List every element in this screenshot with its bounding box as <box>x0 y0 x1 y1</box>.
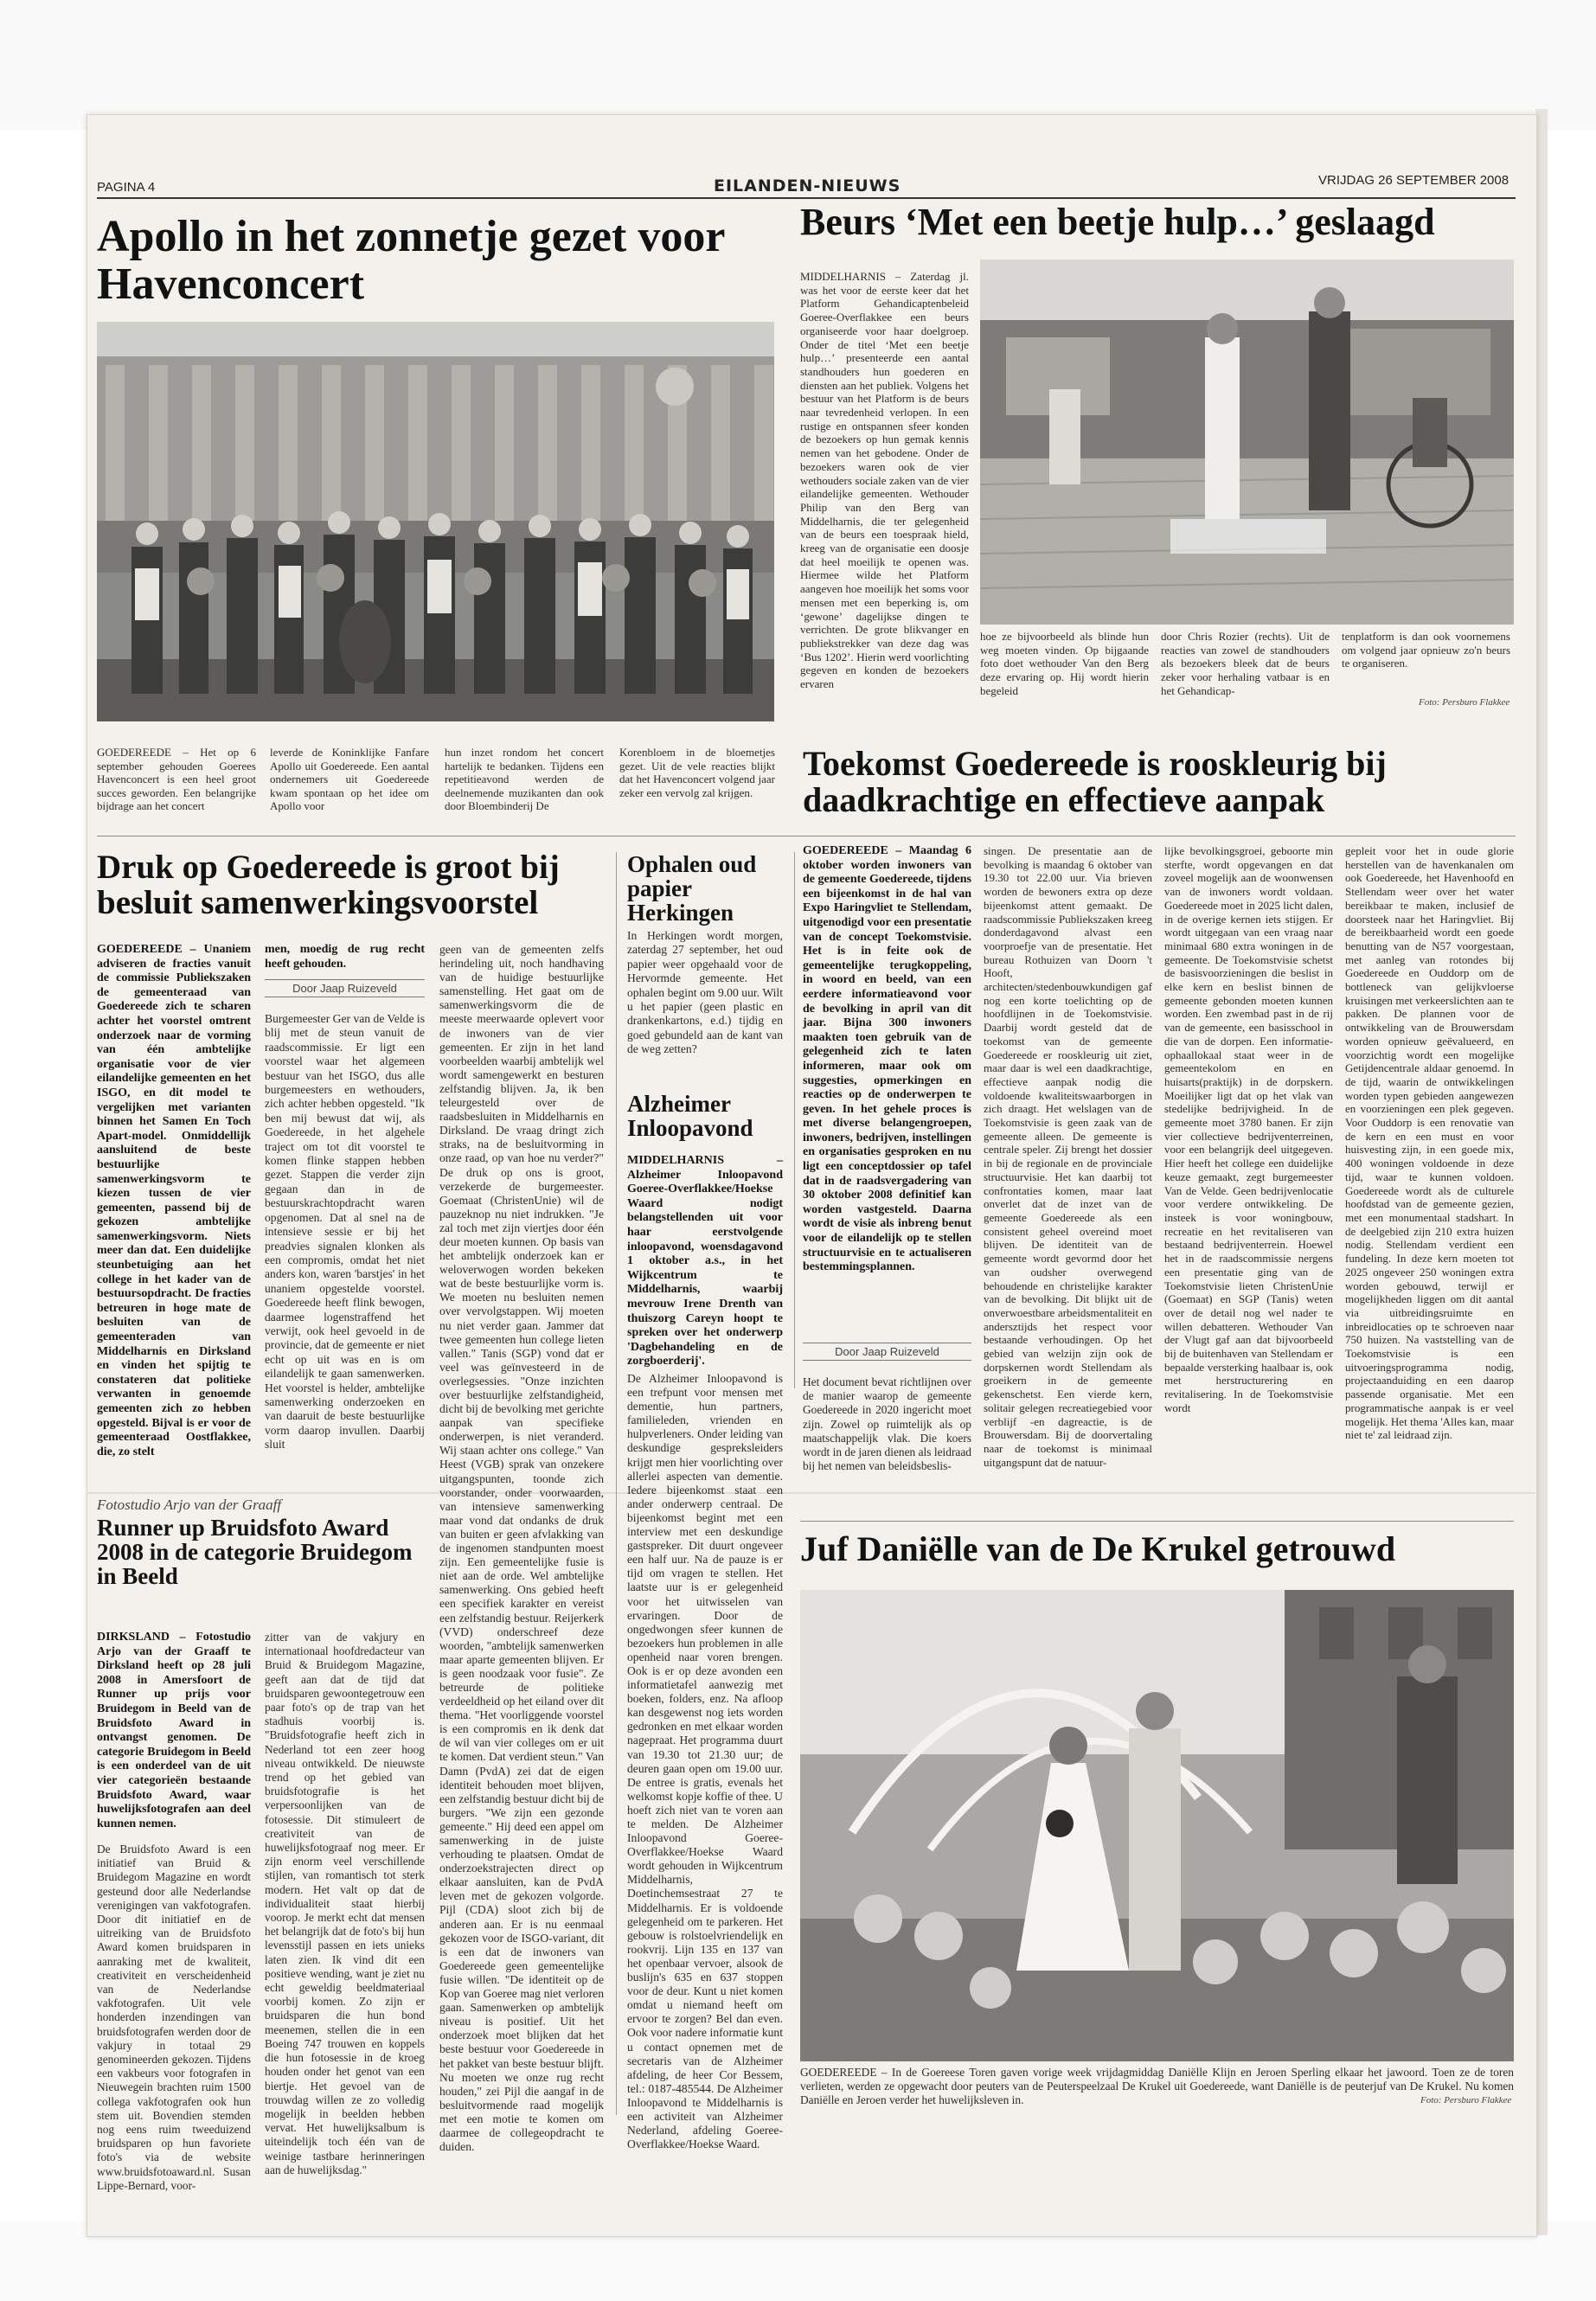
beurs-photo-credit: Foto: Persburo Flakkee <box>1419 697 1510 708</box>
juf-caption: GOEDEREEDE – In de Goereese Toren gaven vorige week vrijdagmiddag Daniëlle Klijn en Jeroen Sperling elkaar het jawoord. Toen ze de toren verlieten, werden ze opgewacht door peuters van de Peuterspeelzaal De Krukel uit Goedereede, want Daniëlle is de peuterjuf van De Krukel. Nu komen Daniëlle en Jeroen verder het huwelijksleven in. <box>800 2066 1514 2106</box>
toekomst-lead: GOEDEREEDE – Maandag 6 oktober worden inwoners van de gemeente Goedereede, tijdens een bijeenkomst in de hal van Expo Haringvliet te Stellendam, uitgenodigd voor een presentatie van de concept Toekomstvisie. Het is in feite ook de gemeentelijke terugkoppeling, in woord en beeld, van een eerdere informatieavond voor de bevolking in april van dit jaar. Bijna 300 inwoners maakten toen gebruik van de gelegenheid zich te laten informeren, maar ook om suggesties, opmerkingen en reacties op de onderwerpen te geven. In het gehele proces is met diverse belangengroepen, inwoners, bedrijven, instellingen en organisaties gesproken en nu ligt een conceptdossier op tafel dat in de raadsvergadering van 30 oktober 2008 definitief kan worden vastgesteld. Daarna wordt de visie als inbreng benut voor de eilandelijk op te stellen structuurvisie en te actualiseren bestemmingsplannen. <box>803 844 971 1274</box>
alzheimer-lead: MIDDELHARNIS – Alzheimer Inloopavond Goeree-Overflakkee/Hoekse Waard nodigt belangstellenden uit voor haar eerstvolgende inloopavond, woensdagavond 1 oktober a.s., in het Wijkcentrum te Middelharnis, waarbij mevrouw Irene Drenth van thuiszorg Careyn hoopt te spreken over het onderwerp 'Dagbehandeling en de zorgboerderij'. <box>627 1154 783 1368</box>
toekomst-divider <box>794 852 795 1388</box>
runner-lead: DIRKSLAND – Fotostudio Arjo van der Graaff te Dirksland heeft op 28 juli 2008 in Amersfoort de Runner up prijs voor Bruidegom in Beeld van de Bruidsfoto Award in ontvangst genomen. De categorie Bruidegom in Beeld is een onderdeel van de uit vier categorieën bestaande Bruidsfoto Award, waar huwelijksfotografen aan deel kunnen nemen. <box>97 1631 251 1830</box>
toekomst-col-4: gepleit voor het in oude glorie herstellen van de havenkanalen om ook Goedereede, het Havenhoofd en Stellendam weer over het water bereikbaar te maken, inclusief de doorsteek naar het Haringvliet. Bij de bereikbaarheid wordt een goede benutting van de N57 voorgestaan, met aanleg van rotondes bij Goedereede en Ouddorp om de bottleneck van gelijkvloerse kruisingen met verkeerslichten aan te pakken. De plannen voor de ontwikkeling van de Brouwersdam worden opnieuw geëvalueerd, en voorzichtig wordt een mogelijke Getijdencentrale aldaar genoemd. In de tijd, waarin de ontwikkelingen worden typen gebieden aangewezen en voorzieningen een plek gegeven. Voor Ouddorp is een renovatie van de kern en een must en voor huisvesting zijn, in een goede mix, 400 woningen voldoende in deze tijd, waar te kunnen voldoen. Goedereede wordt als de culturele hoofdstad van de gemeente gezien, met een monumentaal stadshart. In de deelgebied zijn 210 extra huizen nodig. Stellendam verdient een fundeling. In deze kern moeten tot 2025 ongeveer 250 woningen extra worden gebouwd, terwijl er mogelijkheden liggen om dit aantal via uitbreidingsruimte en inbreidlocaties op te schroeven naar 750 huizen. Na vaststelling van de Toekomstvisie is een uitvoeringsprogramma nodig, projectaanduiding en een daarop passende organisatie. Met een programmatische aanpak is er veel mogelijk. Het thema 'Alles kan, maar niet te' zal leidraad zijn. <box>1345 844 1514 1442</box>
beurs-photo <box>980 260 1514 625</box>
alzheimer-headline: Alzheimer Inloopavond <box>627 1091 753 1142</box>
druk-col-3: geen van de gemeenten zelfs herindeling uit, noch handhaving van de huidige bestuurlijke samenstelling. Het gaat om de samenwerkingsvorm die de meeste meerwaarde oplevert voor de inwoners van de vier gemeenten. Er zijn in het land voorbeelden waarbij ambtelijk wel wordt samengewerkt en besturen zelfstandig blijven. Ja, ik ben teleurgesteld over de raadsbesluiten in Middelharnis en Dirksland. De vraag dringt zich straks, na de besluitvorming in onze raad, op van hoe nu verder?" De druk op ons is groot, verzekerde de burgemeester. Goemaat (ChristenUnie) wil de pauzeknop nu niet indrukken. "Je zal toch met zijn viertjes door één deur moeten kunnen. Op basis van het ambtelijk onderzoek kan er weloverwogen worden bekeken wat de beste bestuurlijke vorm is. We moeten nu besluiten nemen over vervolgstappen. Wij moeten nu niet verder gaan. Jammer dat twee gemeenten hun college lieten vallen." Tanis (SGP) vond dat er veel was geïnvesteerd in de overlegsessies. "Onze inzichten over bestuurlijke zelfstandigheid, dicht bij de bevolking met gerichte aanpak van specifieke onderwerpen, is niet veranderd. Wij staan achter ons college." Van Heest (VGB) sprak van onzekere uitgangspunten, toonde zich voorstander, onder voorwaarden, van intensieve samenwerking maar vond dat ondanks de druk van buiten er geen afvlakking van de ingenomen standpunten moest zijn. Een gemeentelijke fusie is niet aan de orde. Wel ambtelijke samenwerking. Ons gebied heeft een specifiek karakter en vereist een zelfstandig bestuur. Reijerkerk (VVD) onderschreef deze woorden, "ambtelijk samenwerken maar aparte gemeenten blijven. Er is geen noodzaak voor fusie". Ze betreurde de politieke verdeeldheid op het eiland over dit thema. "Het voorliggende voorstel is een compromis en ik denk dat de wil van vier colleges om er uit te komen. Dat verdient steun." Van Damn (PvdA) zei dat de eigen identiteit behouden moet blijven, een zelfstandig bestuur dicht bij de burgers. "We zijn een gezonde gemeente." Hij deed een appel om samenwerking in de juiste verhouding te plaatsen. Omdat de onderzoekstrajecten direct op elkaar aansluiten, kan de PvdA leven met de gekozen volgorde. Pijl (CDA) sloot zich bij de anderen aan. Er is nu eenmaal gekozen voor de ISGO-variant, dit is een dat de inwoners van Goedereede geen gemeentelijke fusie willen. "De identiteit op de Kop van Goeree mag niet verloren gaan. Samenwerken op ambtelijk niveau is positief. Uit het onderzoek moet blijken dat het beste bestuur voor Goedereede in het pakket van beste bestuur blijft. Nu moeten we onze rug recht houden," zei Pijl die aangaf in de besluitvormende raad mogelijk met een motie te komen om daarmee de collegeopdracht te duiden. <box>439 943 604 2154</box>
juf-headline: Juf Daniëlle van de De Krukel getrouwd <box>800 1529 1396 1568</box>
juf-photo <box>800 1590 1514 2061</box>
page-date: VRIJDAG 26 SEPTEMBER 2008 <box>1318 173 1509 188</box>
toekomst-headline: Toekomst Goedereede is rooskleurig bij daadkrachtige en effectieve aanpak <box>803 744 1387 820</box>
toekomst-col-1b: Het document bevat richtlijnen over de manier waarop de gemeente Goedereede in 2020 ingericht moet zijn. Zowel op ruimtelijk als op maatschappelijk vlak. Die koers wordt in de jaren dienen als leidraad bij het nemen van beleidsbeslis- <box>803 1375 971 1473</box>
beurs-photo-image <box>980 260 1514 625</box>
beurs-col-4: tenplatform is dan ook voornemens om volgend jaar opnieuw zo'n beurs te organiseren. <box>1342 630 1510 670</box>
toekomst-col-2: singen. De presentatie aan de bevolking is maandag 6 oktober van 19.30 tot 22.00 uur. Via brieven worden de bewoners extra op deze bijeenkomst attent gemaakt. De raadscommissie Publiekszaken kreeg donderdagavond alvast een voorproefje van de presentatie. Het bureau Rothuizen van Doorn 't Hooft, architecten/stedenbouwkundigen gaf nog een korte toelichting op de hoofdlijnen in de Toekomstvisie. Daarbij wordt gesteld dat de toekomst van de gemeente Goedereede er rooskleurig uit ziet, maar daar is wel een daadkrachtige, effectieve aanpak nodig die voldoende kwaliteitswaarborgen in zich draagt. Het welslagen van de Toekomstvisie is geen zaak van de gemeente alleen. De gemeente is centrale speler. Zij brengt het dossier in bij de regionale en de provinciale structuurvisie. Het kan daarbij tot confrontaties komen, maar laat onverlet dat de inzet van de gemeente Goedereede als een consistent geheel overeind moet blijven. De identiteit van de gemeente wordt gevormd door het van oudsher overwegend behoudende en christelijke karakter van de bevolking. Dit blijkt uit de onverwoestbare arbeidsmentaliteit en andersztijds het respect voor bestaande verhoudingen. Op het gebied van welzijn zijn ook de dorpskernen wordt Stellendam als groeikern in de gemeente gekenschetst. Een vierde kern, solitair gelegen recreatiegebied voor verblijf -en dagreactie, is de Brouwersdam. Bij de doorvertaling naar de toekomst is minimaal uitgangspunt dat de natuur- <box>984 844 1152 1469</box>
beurs-col-3: door Chris Rozier (rechts). Uit de reacties van zowel de standhouders als bezoekers bleek dat de beurs zeker voor herhaling vatbaar is en het Gehandicap- <box>1161 630 1330 697</box>
page-fold-line <box>87 1492 1535 1494</box>
runner-headline: Runner up Bruidsfoto Award 2008 in de categorie Bruidegom in Beeld <box>97 1515 413 1590</box>
ophalen-body: In Herkingen wordt morgen, zaterdag 27 september, het oud papier weer opgehaald voor de Hervormde gemeente. Het ophalen begint om 9.00 uur. Wilt u het papier (geen plastic en drankenkartons, e.d.) tijdig en goed gebundeld aan de kant van de weg zetten? <box>627 929 783 1056</box>
apollo-col-2: leverde de Koninklijke Fanfare Apollo uit Goedereede. Een aantal ondernemers uit Goedereede kwam spontaan op het idee om Apollo voor <box>270 746 429 813</box>
druk-col-2: Burgemeester Ger van de Velde is blij met de steun vanuit de raadscommissie. Er ligt een voorstel waar het algemeen bestuur van het ISGO, dus alle burgemeesters en wethouders, zich achter hebben opgesteld. "Ik ben mij bewust dat wij, als Goedereede, in het algehele traject om tot dit voorstel te komen flinke stappen hebben gezet. Stappen die verder zijn gegaan dan in de bestuurskrachtopdracht waren opgenomen. Dat al snel na de intensieve sessie er bij het preadvies signalen klonken als een compromis, omdat het niet anders kon, waren 'barstjes' in het unaniem opgestelde voorstel. Goedereede heeft flink bewogen, daarmee logenstraffend het verwijt, ook heel gevoeld in de provincie, dat de gemeente er niet echt op uit was en is om eilandelijk te gaan samenwerken. Het voorstel is helder, ambtelijke samenwerking onderzoeken en van daaruit de beste bestuurlijke vorm daarop invullen. Daarbij sluit <box>265 1012 425 1452</box>
apollo-col-3: hun inzet rondom het concert hartelijk te bedanken. Tijdens een repetitieavond werden de deelnemende muzikanten dan ook door Bloembinderij De <box>445 746 604 813</box>
druk-divider <box>616 852 617 2115</box>
alzheimer-body: De Alzheimer Inloopavond is een trefpunt voor mensen met dementie, hun partners, familieleden, vrienden en hulpverleners. Onder leiding van deskundige gespreksleiders krijgt men hier voorlichting over allerlei aspecten van dementie. Iedere bijeenkomst staat een ander onderwerp centraal. De bijeenkomst begint met een interview met een deskundige gastspreker. Dit duurt ongeveer een half uur. Na de pauze is er tijd om vragen te stellen. Het laatste uur is er gelegenheid voor het uitwisselen van ervaringen. Door de ongedwongen sfeer kunnen de bezoekers hun problemen in alle openheid naar voren brengen. Ook is er op deze avonden een informatietafel aanwezig met boeken, folders, enz. Na afloop kan desgewenst nog iets worden gedronken en met elkaar worden nagepraat. Het programma duurt van 19.30 tot 21.30 uur; de deuren gaan open om 19.00 uur. De entree is gratis, evenals het welkomst kopje koffie of thee. U hoeft zich niet van te voren aan te melden. De Alzheimer Inloopavond Goeree-Overflakkee/Hoekse Waard wordt gehouden in Wijkcentrum Middelharnis, Doetinchemsestraat 27 te Middelharnis. Er is voldoende gelegenheid om te parkeren. Het gebouw is rolstoelvriendelijk en rookvrij. Lijn 135 en 137 van het openbaar vervoer, alsook de buslijn's 635 en 637 stoppen voor de deur. Kunt u niet komen omdat u niemand heeft om ervoor te zorgen? Bel dan even. Ook voor nadere informatie kunt u contact opnemen met de secretaris van de Alzheimer afdeling, de heer Cor Bessem, tel.: 0187-485544. De Alzheimer Inloopavond te Middelharnis is een activiteit van Alzheimer Nederland, afdeling Goeree-Overflakkee/Hoekse Waard. <box>627 1372 783 2151</box>
toekomst-byline: Door Jaap Ruizeveld <box>803 1343 971 1361</box>
apollo-headline: Apollo in het zonnetje gezet voor Havenconcert <box>97 212 725 310</box>
apollo-photo-image <box>97 322 774 721</box>
runner-col-1: De Bruidsfoto Award is een initiatief van Bruid & Bruidegom Magazine en wordt gesteund door alle Nederlandse verenigingen van vakfotografen. Door dit initiatief en de uitreiking van de Bruidsfoto Award komen bruidsparen in aanraking met de kwaliteit, creativiteit en verscheidenheid van de Nederlandse vakfotografen. Uit vele honderden inzendingen van bruidsfotografen werden door de vakjury in totaal 29 genomineerden gekozen. Tijdens een vakbeurs voor fotografen in Nieuwegein brachten ruim 1500 collega vakfotografen ook hun stem uit. Bovendien stemden nog eens ruim tweeduizend bruidsparen op hun favoriete foto's via de website www.bruidsfotoaward.nl. Susan Lippe-Bernard, voor- <box>97 1843 251 2192</box>
apollo-col-4: Korenbloem in de bloemetjes gezet. Uit de vele reacties blijkt dat het Havenconcert volgend jaar zeker een vervolg zal krijgen. <box>619 746 775 799</box>
header-rule <box>97 197 1516 199</box>
apollo-col-1: GOEDEREEDE – Het op 6 september gehouden Goerees Havenconcert is een heel groot succes geworden. Een belangrijke bijdrage aan het concert <box>97 746 256 813</box>
juf-photo-image <box>800 1590 1514 2061</box>
druk-lead: GOEDEREEDE – Unaniem adviseren de fracties vanuit de commissie Publiekszaken de gemeenteraad van Goedereede zich te scharen achter het voorstel omtrent onderzoek naar de vorming van één ambtelijke organisatie voor de vier eilandelijke gemeenten en het ISGO, en dit model te vergelijken met varianten binnen het Samen En Toch Apart-model. Onmiddellijk aansluitend de beste bestuurlijke samenwerkingsvorm te kiezen tussen de vier gemeenten, passend bij de gekozen ambtelijke samenwerkingsvorm. Niets meer dan dat. Een duidelijke steunbetuiging aan het college in het kader van de bestuursopdracht. De fracties betreuren in hoge mate de besluiten van de gemeenteraden van Middelharnis en Dirksland en vinden het spijtig te constateren dat politieke verwanten in genoemde gemeenten zich zo hebben opgesteld. Bijval is er voor de gemeenteraad Oostflakkee, die, zo stelt <box>97 943 251 1458</box>
scan-top-band <box>0 0 1596 130</box>
druk-byline: Door Jaap Ruizeveld <box>265 979 425 997</box>
apollo-photo <box>97 322 774 721</box>
druk-headline: Druk op Goedereede is groot bij besluit samenwerkingsvoorstel <box>97 849 560 922</box>
juf-photo-credit: Foto: Persburo Flakkee <box>1420 2095 1512 2106</box>
toekomst-col-3: lijke bevolkingsgroei, geboorte min sterfte, wordt opgevangen en dat zoveel mogelijk aan de woonwensen van de inwoners wordt voldaan. Goedereede moet in 2025 licht dalen, in de overige kernen iets stijgen. Er wordt uitgegaan van een vraag naar minimaal 680 extra woningen in de gemeente. De Toekomstvisie schetst de basisvoorzieningen die beslist in elke kern en beslist binnen de gemeente gebonden moeten kunnen worden. Een zwembad past in de rij van de gemeente, een basisschool in die van de dorpen. Een informatie-ophaallokaal staat weer in de gemeentekolom en en huisarts(praktijk) in de dorpskern. Moeilijker ligt dat op het vlak van stedelijke bedrijvigheid. In de gemeente moet 3780 banen. Er zijn vier collectieve bedrijventerreinen, voor een belangrijk deel uitgegeven. Hier heeft het college een duidelijke keuze gemaakt, zegt burgemeester Van de Velde. Geen bedrijvenlocatie voor verdere ontwikkeling. De insteek is voor woningbouw, recreatie en het revitaliseren van bestaand bedrijventerrein. Hoewel het in de raadscommissie nergens een presentatie ging van de Toekomstvisie lieten ChristenUnie (Goemaat) en SGP (Tanis) weten over de detail nog wel nader te willen debatteren. Wethouder Van der Vlugt gaf aan dat bijvoorbeeld bij de buitenhaven van Stellendam er bepaalde versterking haalbaar is, ook met herstructurering en revitalisering. In de Toekomstvisie wordt <box>1164 844 1333 1414</box>
ophalen-headline: Ophalen oud papier Herkingen <box>627 851 757 926</box>
beurs-col-1: MIDDELHARNIS – Zaterdag jl. was het voor de eerste keer dat het Platform Gehandicaptenbeleid Goeree-Overflakkee een beurs organiseerde voor haar doelgroep. Onder de titel ‘Met een beetje hulp…’ presenteerde een aantal standhouders hun goederen en diensten aan het publiek. Volgens het bestuur van het Platform is de beurs naar tevredenheid verlopen. In een rustige en ontspannen sfeer konden de bezoekers op hun gemak kennis nemen van het gebodene. Onder de bezoekers waren ook de vier wethouders sociale zaken van de vier eilandelijke gemeenten. Wethouder Philip van den Berg van Middelharnis, die ter gelegenheid van de beurs een toespraak hield, kreeg van de organisatie een doosje dat heel moeilijk te openen was. Hiermee wilde het Platform aangeven hoe moeilijk het soms voor mensen met een beperking is, om ‘gewone’ dagelijkse dingen te verrichten. De grote blikvanger en publiekstrekker van deze dag was ‘Bus 1202’. Hierin werd voorlichting gegeven en konden de bezoekers ervaren <box>800 270 969 691</box>
masthead: EILANDEN-NIEUWS <box>714 176 901 195</box>
beurs-headline: Beurs ‘Met een beetje hulp…’ geslaagd <box>800 201 1435 243</box>
runner-photographer: Fotostudio Arjo van der Graaff <box>97 1497 282 1513</box>
runner-col-2: zitter van de vakjury en internationaal hoofdredacteur van Bruid & Bruidegom Magazine, geeft aan dat de tijd dat bruidsparen gewoontegetrouw een paar foto's op de trap van het stadhuis voorbij is. "Bruidsfotografie heeft zich in Nederland tot een zeer hoog niveau ontwikkeld. De nieuwste trend op het gebied van bruidsfotografie is het verpersoonlijken van de fotosessie. Dit stimuleert de creativiteit van de huwelijksfotograaf nog meer. Er zijn enorm veel verschillende stijlen, van romantisch tot sterk modern. Het valt op dat de individualiteit staat hierbij voorop. Je merkt echt dat mensen het belangrijk dat de foto's bij hun levensstijl passen en iets unieks laten zien. Ik vind dit een positieve wending, want je ziet nu echt geweldig beeldmateriaal voorbij komen. Zo zijn er bruidsparen die hun bond meenemen, stellen die in een Boeing 747 trouwen en koppels die hun fotosessie in de kroeg houden onder het genot van een biertje. Het gevoel van de trouwdag willen ze zo volledig mogelijk in beelden hebben vervat. Het huwelijksalbum is uiteindelijk toch één van de weinige tastbare herinneringen aan de huwelijksdag." <box>265 1631 425 2176</box>
page-edge <box>1535 109 1548 2235</box>
druk-col2-lead: men, moedig de rug recht heeft gehouden. <box>265 943 425 971</box>
juf-top-rule <box>800 1521 1514 1522</box>
beurs-col-2: hoe ze bijvoorbeeld als blinde hun weg moeten vinden. Op bijgaande foto doet wethouder Van den Berg deze ervaring op. Hij wordt hierin begeleid <box>980 630 1149 697</box>
page-number: PAGINA 4 <box>97 180 156 195</box>
